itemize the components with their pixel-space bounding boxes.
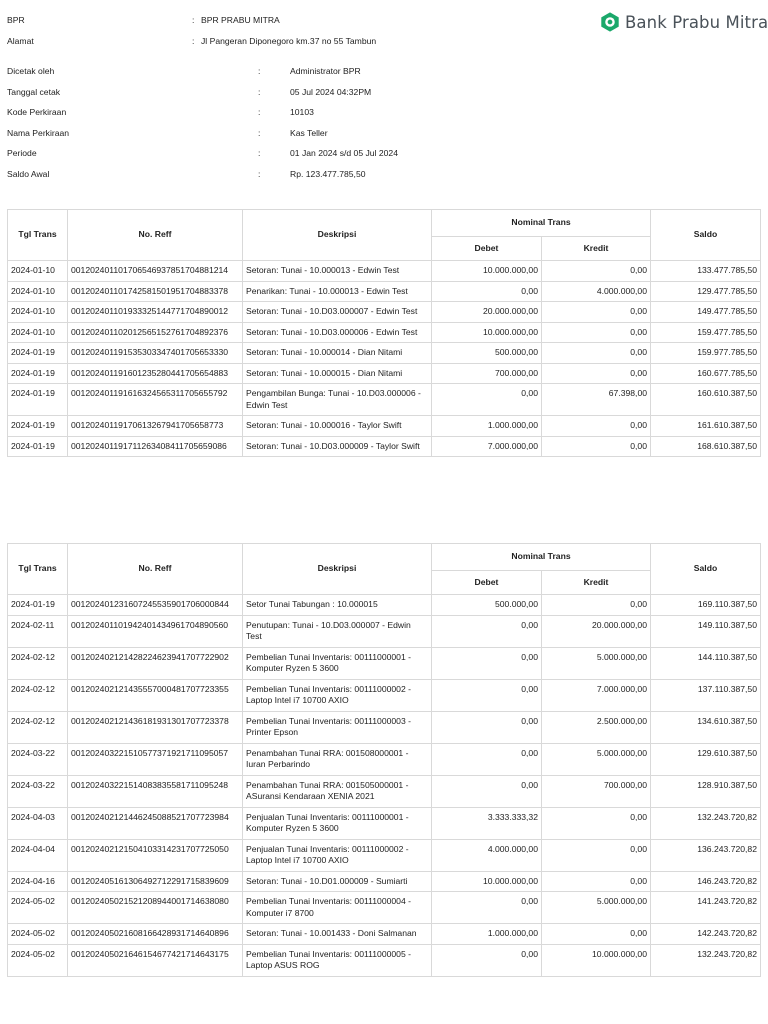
cell-kredit: 2.500.000,00: [542, 711, 651, 743]
cell-kredit: 0,00: [542, 343, 651, 364]
cell-saldo: 133.477.785,50: [651, 261, 761, 282]
cell-debet: 4.000.000,00: [432, 839, 542, 871]
col-saldo: Saldo: [651, 544, 761, 595]
bpr-colon: :: [192, 15, 195, 25]
cell-deskripsi: Pembelian Tunai Inventaris: 00111000001 - Komputer Ryzen 5 3600: [243, 647, 432, 679]
cell-reff: 001202405021608166428931714640896: [68, 924, 243, 945]
cell-saldo: 159.477.785,50: [651, 322, 761, 343]
col-no-reff: No. Reff: [68, 210, 243, 261]
info-value: 01 Jan 2024 s/d 05 Jul 2024: [290, 148, 398, 159]
cell-deskripsi: Setoran: Tunai - 10.000014 - Dian Nitami: [243, 343, 432, 364]
cell-tgl: 2024-05-02: [8, 944, 68, 976]
cell-deskripsi: Penjualan Tunai Inventaris: 00111000002 - Laptop Intel i7 10700 AXIO: [243, 839, 432, 871]
cell-kredit: 0,00: [542, 363, 651, 384]
info-label: Periode: [7, 148, 37, 159]
table-row: [8, 436, 761, 457]
cell-kredit: 0,00: [542, 302, 651, 323]
cell-kredit: 0,00: [542, 924, 651, 945]
col-kredit: Kredit: [542, 571, 651, 595]
cell-debet: 0,00: [432, 647, 542, 679]
col-saldo: Saldo: [651, 210, 761, 261]
info-colon: :: [258, 86, 261, 97]
table-row: [8, 595, 761, 616]
cell-deskripsi: Setoran: Tunai - 10.D03.000007 - Edwin Test: [243, 302, 432, 323]
col-debet: Debet: [432, 237, 542, 261]
cell-deskripsi: Pengambilan Bunga: Tunai - 10.D03.000006 - Edwin Test: [243, 384, 432, 416]
col-deskripsi: Deskripsi: [243, 210, 432, 261]
cell-kredit: 7.000.000,00: [542, 679, 651, 711]
cell-deskripsi: Penarikan: Tunai - 10.000013 - Edwin Test: [243, 281, 432, 302]
cell-tgl: 2024-05-02: [8, 892, 68, 924]
cell-debet: 10.000.000,00: [432, 261, 542, 282]
cell-reff: 001202401231607245535901706000844: [68, 595, 243, 616]
info-value: Administrator BPR: [290, 66, 361, 76]
cell-reff: 001202402121504103314231707725050: [68, 839, 243, 871]
cell-debet: 7.000.000,00: [432, 436, 542, 457]
cell-saldo: 134.610.387,50: [651, 711, 761, 743]
cell-debet: 0,00: [432, 775, 542, 807]
cell-saldo: 136.243.720,82: [651, 839, 761, 871]
brand-mark-icon: [599, 11, 621, 33]
cell-debet: 0,00: [432, 743, 542, 775]
cell-debet: 20.000.000,00: [432, 302, 542, 323]
cell-tgl: 2024-01-19: [8, 416, 68, 437]
cell-saldo: 160.677.785,50: [651, 363, 761, 384]
cell-reff: 001202401101942401434961704890560: [68, 615, 243, 647]
cell-reff: 001202405021521208944001714638080: [68, 892, 243, 924]
info-label: Saldo Awal: [7, 169, 50, 179]
cell-saldo: 159.977.785,50: [651, 343, 761, 364]
cell-reff: 001202401101706546937851704881214: [68, 261, 243, 282]
cell-debet: 0,00: [432, 384, 542, 416]
table-row: [8, 839, 761, 871]
cell-debet: 1.000.000,00: [432, 416, 542, 437]
cell-saldo: 141.243.720,82: [651, 892, 761, 924]
cell-tgl: 2024-03-22: [8, 743, 68, 775]
cell-tgl: 2024-01-19: [8, 436, 68, 457]
cell-debet: 3.333.333,32: [432, 807, 542, 839]
table-row: [8, 775, 761, 807]
alamat-value: Jl Pangeran Diponegoro km.37 no 55 Tambun: [201, 36, 377, 46]
cell-kredit: 0,00: [542, 416, 651, 437]
cell-saldo: 169.110.387,50: [651, 595, 761, 616]
cell-tgl: 2024-05-02: [8, 924, 68, 945]
cell-debet: 700.000,00: [432, 363, 542, 384]
cell-deskripsi: Pembelian Tunai Inventaris: 00111000005 - Laptop ASUS ROG: [243, 944, 432, 976]
table-row: [8, 924, 761, 945]
cell-tgl: 2024-01-19: [8, 363, 68, 384]
col-tgl-trans: Tgl Trans: [8, 210, 68, 261]
info-value: 05 Jul 2024 04:32PM: [290, 86, 372, 97]
table-row: [8, 261, 761, 282]
cell-saldo: 129.477.785,50: [651, 281, 761, 302]
col-nominal-trans: Nominal Trans: [432, 210, 651, 237]
cell-kredit: 20.000.000,00: [542, 615, 651, 647]
info-colon: :: [258, 127, 261, 138]
cell-saldo: 149.477.785,50: [651, 302, 761, 323]
alamat-label: Alamat: [7, 36, 34, 46]
cell-deskripsi: Penambahan Tunai RRA: 001505000001 - ASuransi Kendaraan XENIA 2021: [243, 775, 432, 807]
table-row: [8, 871, 761, 892]
cell-debet: 0,00: [432, 892, 542, 924]
table-row: [8, 384, 761, 416]
cell-debet: 500.000,00: [432, 343, 542, 364]
cell-kredit: 0,00: [542, 322, 651, 343]
cell-deskripsi: Pembelian Tunai Inventaris: 00111000002 - Laptop Intel i7 10700 AXIO: [243, 679, 432, 711]
cell-kredit: 5.000.000,00: [542, 892, 651, 924]
cell-kredit: 5.000.000,00: [542, 743, 651, 775]
cell-saldo: 168.610.387,50: [651, 436, 761, 457]
cell-debet: 0,00: [432, 281, 542, 302]
table-row: [8, 679, 761, 711]
cell-deskripsi: Setoran: Tunai - 10.000013 - Edwin Test: [243, 261, 432, 282]
cell-reff: 001202405021646154677421714643175: [68, 944, 243, 976]
cell-deskripsi: Setoran: Tunai - 10.000015 - Dian Nitami: [243, 363, 432, 384]
cell-deskripsi: Setoran: Tunai - 10.000016 - Taylor Swift: [243, 416, 432, 437]
cell-tgl: 2024-04-04: [8, 839, 68, 871]
info-colon: :: [258, 148, 261, 159]
cell-kredit: 10.000.000,00: [542, 944, 651, 976]
table-row: [8, 944, 761, 976]
cell-deskripsi: Setoran: Tunai - 10.D03.000009 - Taylor Swift: [243, 436, 432, 457]
cell-debet: 0,00: [432, 615, 542, 647]
cell-tgl: 2024-04-03: [8, 807, 68, 839]
cell-reff: 001202401191535303347401705653330: [68, 343, 243, 364]
info-colon: :: [258, 66, 261, 76]
cell-tgl: 2024-01-10: [8, 322, 68, 343]
cell-saldo: 160.610.387,50: [651, 384, 761, 416]
cell-saldo: 129.610.387,50: [651, 743, 761, 775]
cell-kredit: 67.398,00: [542, 384, 651, 416]
info-label: Kode Perkiraan: [7, 107, 67, 118]
cell-tgl: 2024-02-12: [8, 711, 68, 743]
cell-kredit: 0,00: [542, 595, 651, 616]
table-row: [8, 711, 761, 743]
table-row: [8, 363, 761, 384]
cell-tgl: 2024-03-22: [8, 775, 68, 807]
cell-reff: 001202401102012565152761704892376: [68, 322, 243, 343]
cell-debet: 10.000.000,00: [432, 871, 542, 892]
col-nominal-trans: Nominal Trans: [432, 544, 651, 571]
col-kredit: Kredit: [542, 237, 651, 261]
brand-name: Bank Prabu Mitra: [625, 12, 768, 32]
cell-kredit: 0,00: [542, 839, 651, 871]
cell-kredit: 0,00: [542, 871, 651, 892]
table-row: [8, 322, 761, 343]
info-colon: :: [258, 169, 261, 179]
cell-debet: 10.000.000,00: [432, 322, 542, 343]
table-row: [8, 647, 761, 679]
cell-reff: 001202405161306492712291715839609: [68, 871, 243, 892]
cell-tgl: 2024-04-16: [8, 871, 68, 892]
cell-saldo: 132.243.720,82: [651, 807, 761, 839]
cell-saldo: 144.110.387,50: [651, 647, 761, 679]
cell-deskripsi: Penambahan Tunai RRA: 001508000001 - Iuran Perbarindo: [243, 743, 432, 775]
col-debet: Debet: [432, 571, 542, 595]
bpr-value: BPR PRABU MITRA: [201, 15, 280, 25]
cell-saldo: 137.110.387,50: [651, 679, 761, 711]
info-label: Nama Perkiraan: [7, 127, 70, 138]
cell-deskripsi: Setoran: Tunai - 10.D01.000009 - Sumiarti: [243, 871, 432, 892]
cell-deskripsi: Setoran: Tunai - 10.001433 - Doni Salmanan: [243, 924, 432, 945]
table-row: [8, 416, 761, 437]
cell-tgl: 2024-01-19: [8, 384, 68, 416]
transactions-table-2: [7, 543, 761, 977]
table-row: [8, 302, 761, 323]
cell-saldo: 142.243.720,82: [651, 924, 761, 945]
info-colon: :: [258, 107, 261, 118]
cell-kredit: 0,00: [542, 261, 651, 282]
cell-saldo: 149.110.387,50: [651, 615, 761, 647]
info-value: Kas Teller: [290, 127, 328, 138]
info-value: Rp. 123.477.785,50: [290, 169, 366, 179]
table-row: [8, 892, 761, 924]
cell-tgl: 2024-02-12: [8, 647, 68, 679]
cell-tgl: 2024-01-19: [8, 595, 68, 616]
cell-reff: 001202401191616324565311705655792: [68, 384, 243, 416]
cell-deskripsi: Penutupan: Tunai - 10.D03.000007 - Edwin Test: [243, 615, 432, 647]
cell-saldo: 161.610.387,50: [651, 416, 761, 437]
cell-kredit: 700.000,00: [542, 775, 651, 807]
cell-reff: 001202401191711263408411705659086: [68, 436, 243, 457]
table-row: [8, 343, 761, 364]
cell-kredit: 0,00: [542, 436, 651, 457]
cell-tgl: 2024-01-10: [8, 281, 68, 302]
cell-reff: 001202403221514083835581711095248: [68, 775, 243, 807]
transactions-table-1: [7, 209, 761, 457]
cell-reff: 001202401101933325144771704890012: [68, 302, 243, 323]
info-value: 10103: [290, 107, 314, 118]
cell-debet: 0,00: [432, 679, 542, 711]
cell-tgl: 2024-01-10: [8, 261, 68, 282]
cell-reff: 00120240119170613267941705658773: [68, 416, 243, 437]
col-no-reff: No. Reff: [68, 544, 243, 595]
col-deskripsi: Deskripsi: [243, 544, 432, 595]
cell-saldo: 146.243.720,82: [651, 871, 761, 892]
cell-reff: 001202401101742581501951704883378: [68, 281, 243, 302]
cell-reff: 001202403221510577371921711095057: [68, 743, 243, 775]
alamat-colon: :: [192, 36, 195, 46]
cell-debet: 0,00: [432, 944, 542, 976]
cell-saldo: 128.910.387,50: [651, 775, 761, 807]
cell-kredit: 4.000.000,00: [542, 281, 651, 302]
cell-tgl: 2024-01-10: [8, 302, 68, 323]
table-row: [8, 743, 761, 775]
info-label: Tanggal cetak: [7, 86, 61, 97]
cell-tgl: 2024-02-11: [8, 615, 68, 647]
cell-debet: 0,00: [432, 711, 542, 743]
brand-logo: [599, 10, 768, 34]
cell-reff: 001202401191601235280441705654883: [68, 363, 243, 384]
cell-deskripsi: Pembelian Tunai Inventaris: 00111000003 - Printer Epson: [243, 711, 432, 743]
cell-deskripsi: Pembelian Tunai Inventaris: 00111000004 - Komputer i7 8700: [243, 892, 432, 924]
cell-debet: 1.000.000,00: [432, 924, 542, 945]
cell-kredit: 5.000.000,00: [542, 647, 651, 679]
cell-deskripsi: Setoran: Tunai - 10.D03.000006 - Edwin Test: [243, 322, 432, 343]
cell-reff: 001202402121435557000481707723355: [68, 679, 243, 711]
col-tgl-trans: Tgl Trans: [8, 544, 68, 595]
table-row: [8, 615, 761, 647]
info-label: Dicetak oleh: [7, 66, 55, 76]
table-row: [8, 807, 761, 839]
table-row: [8, 281, 761, 302]
cell-tgl: 2024-01-19: [8, 343, 68, 364]
cell-debet: 500.000,00: [432, 595, 542, 616]
cell-tgl: 2024-02-12: [8, 679, 68, 711]
cell-reff: 001202402121428224623941707722902: [68, 647, 243, 679]
cell-reff: 001202402121446245088521707723984: [68, 807, 243, 839]
cell-deskripsi: Penjualan Tunai Inventaris: 00111000001 - Komputer Ryzen 5 3600: [243, 807, 432, 839]
bpr-label: BPR: [7, 15, 25, 25]
cell-kredit: 0,00: [542, 807, 651, 839]
cell-reff: 001202402121436181931301707723378: [68, 711, 243, 743]
cell-deskripsi: Setor Tunai Tabungan : 10.000015: [243, 595, 432, 616]
cell-saldo: 132.243.720,82: [651, 944, 761, 976]
